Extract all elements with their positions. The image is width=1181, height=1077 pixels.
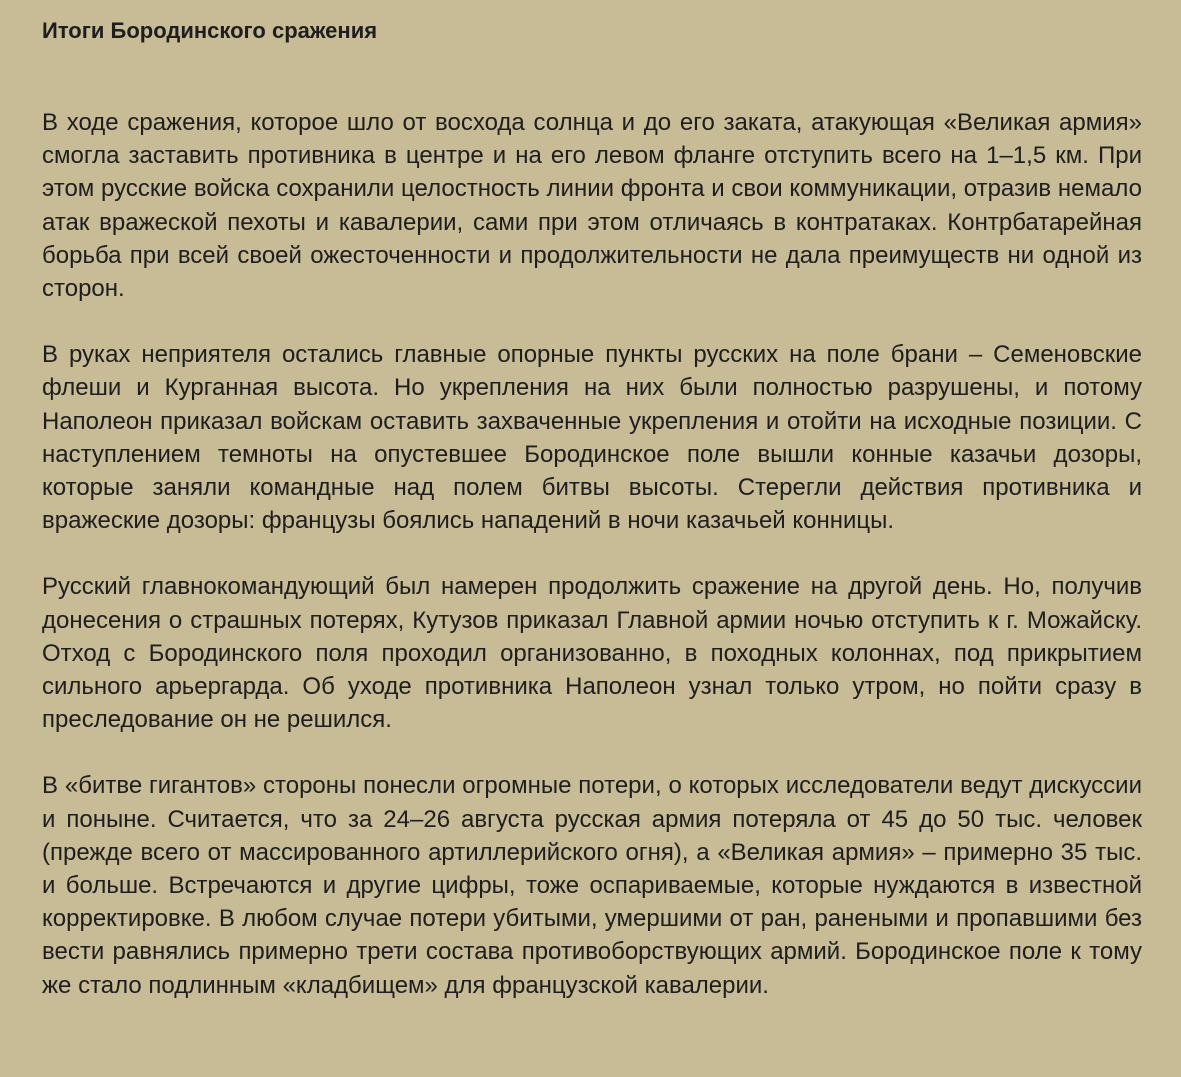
paragraph-retreat: Русский главнокомандующий был намерен продолжить сражение на другой день. Но, получив донесения о страшных потерях, Кутузов приказал Главной армии ночью отступить к г. Можайску. Отход с Бородинского поля проходил организованно, в походных колоннах, под прикрытием сильного арьергарда. Об уходе противника Наполеон узнал только утром, но пойти сразу в преследование он не решился. [42, 573, 1142, 734]
paragraph-losses: В «битве гигантов» стороны понесли огромные потери, о которых исследователи ведут дискуссии и поныне. Считается, что за 24–26 августа русская армия потеряла от 45 до 50 тыс. человек (прежде всего от массированного артиллерийского огня), а «Великая армия» – примерно 35 тыс. и больше. Встречаются и другие цифры, тоже оспариваемые, которые нуждаются в известной корректировке. В любом случае потери убитыми, умершими от ран, ранеными и пропавшими без вести равнялись примерно трети состава противоборствующих армий. Бородинское поле к тому же стало подлинным «кладбищем» для французской кавалерии. [42, 772, 1142, 999]
article-title: Итоги Бородинского сражения [42, 18, 378, 43]
article-body [42, 106, 1142, 1002]
paragraph-results: В ходе сражения, которое шло от восхода солнца и до его заката, атакующая «Великая армия» смогла заставить противника в центре и на его левом фланге отступить всего на 1–1,5 км. При этом русские войска сохранили целостность линии фронта и свои коммуникации, отразив немало атак вражеской пехоты и кавалерии, сами при этом отличаясь в контратаках. Контрбатарейная борьба при всей своей ожесточенности и продолжительности не дала преимуществ ни одной из сторон. [42, 109, 1142, 303]
paragraph-positions: В руках неприятеля остались главные опорные пункты русских на поле брани – Семеновские флеши и Курганная высота. Но укрепления на них были полностью разрушены, и потому Наполеон приказал войскам оставить захваченные укрепления и отойти на исходные позиции. С наступлением темноты на опустевшее Бородинское поле вышли конные казачьи дозоры, которые заняли командные над полем битвы высоты. Стерегли действия противника и вражеские дозоры: французы боялись нападений в ночи казачьей конницы. [42, 341, 1142, 535]
